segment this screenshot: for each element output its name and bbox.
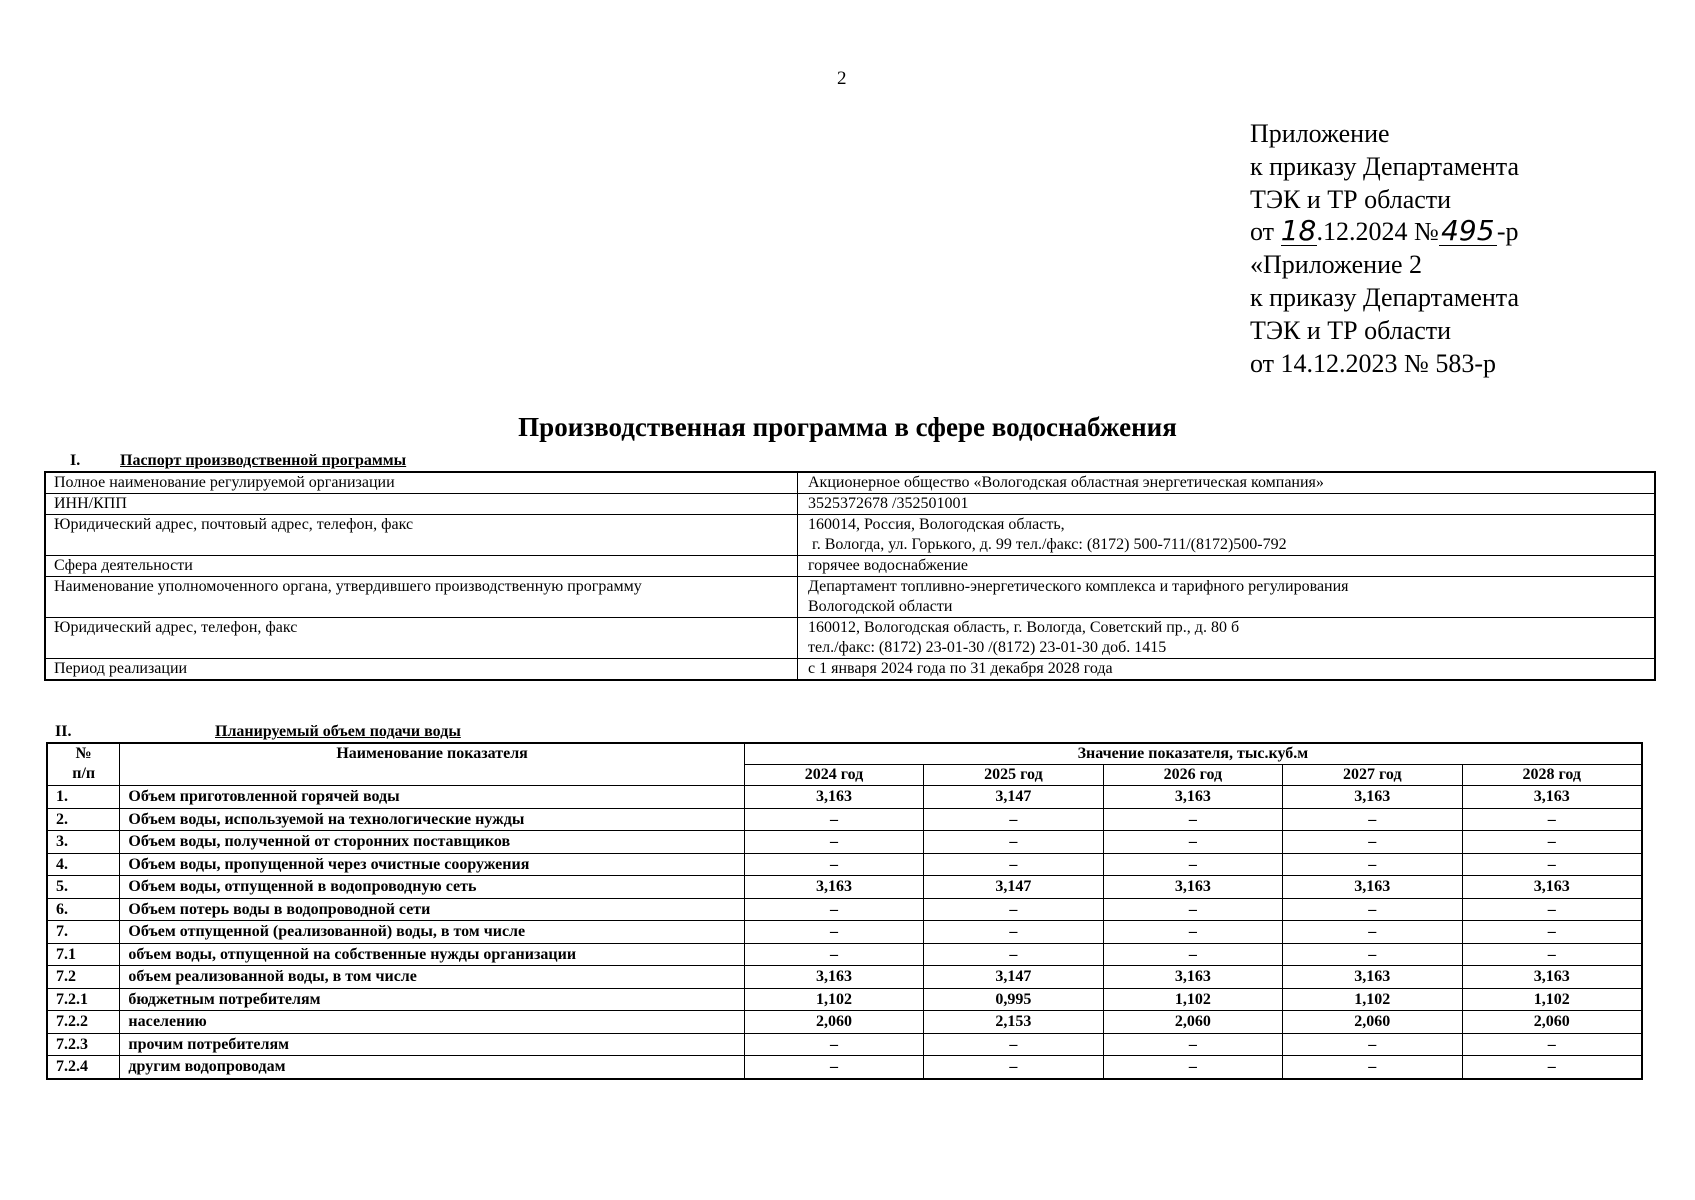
indicator-name: Объем воды, используемой на технологические нужды (120, 808, 744, 831)
table-row (47, 831, 1642, 854)
row-number: 1. (47, 786, 120, 809)
year-header: 2025 год (924, 765, 1103, 786)
table-row (47, 786, 1642, 809)
indicator-name: Объем воды, пропущенной через очистные сооружения (120, 853, 744, 876)
appendix-line: ТЭК и ТР области (1250, 184, 1452, 214)
indicator-value: – (1103, 1033, 1282, 1056)
table-row (47, 966, 1642, 989)
indicator-value: – (1283, 831, 1462, 854)
table-row (47, 921, 1642, 944)
row-number: 5. (47, 876, 120, 899)
appendix-prefix: от (1250, 217, 1275, 247)
table-row (47, 1056, 1642, 1079)
indicator-value: 3,163 (1103, 966, 1282, 989)
table-row (47, 988, 1642, 1011)
passport-value-line: Акционерное общество «Вологодская областная энергетическая компания» (808, 474, 1324, 491)
row-number: 7. (47, 921, 120, 944)
indicator-value: – (744, 1056, 923, 1079)
appendix-line: Приложение (1250, 119, 1390, 148)
indicator-name: Объем отпущенной (реализованной) воды, в том числе (120, 921, 744, 944)
table-row (47, 1033, 1642, 1056)
indicator-value: – (924, 921, 1103, 944)
passport-value (798, 618, 1656, 659)
indicator-value: – (1462, 943, 1642, 966)
passport-value-line: Вологодской области (808, 598, 953, 615)
indicator-value: – (1283, 921, 1462, 944)
passport-value-line: 3525372678 /352501001 (808, 495, 969, 512)
handwritten-day: 18 (1280, 214, 1317, 248)
indicator-value: – (1283, 943, 1462, 966)
indicator-value: 3,163 (1283, 876, 1462, 899)
indicator-value: 3,163 (1462, 876, 1642, 899)
table-row (47, 1011, 1642, 1034)
row-number: 7.2.4 (47, 1056, 120, 1079)
indicator-value: – (1283, 898, 1462, 921)
indicator-value: 3,163 (744, 876, 923, 899)
indicator-value: – (1103, 921, 1282, 944)
section1-title: Паспорт производственной программы (120, 452, 407, 469)
indicator-value: 3,147 (924, 786, 1103, 809)
indicator-value: 1,102 (744, 988, 923, 1011)
indicator-value: – (1103, 853, 1282, 876)
indicator-value: – (924, 943, 1103, 966)
indicator-value: – (924, 1056, 1103, 1079)
indicator-name: объем реализованной воды, в том числе (120, 966, 744, 989)
indicator-value: 3,163 (1103, 786, 1282, 809)
col-values-header: Значение показателя, тыс.куб.м (744, 743, 1642, 765)
table-row (47, 943, 1642, 966)
row-number: 7.1 (47, 943, 120, 966)
indicator-value: – (924, 853, 1103, 876)
indicator-name: Объем воды, отпущенной в водопроводную сеть (120, 876, 744, 899)
passport-value-line: 160014, Россия, Вологодская область, (808, 516, 1065, 533)
table-row (47, 898, 1642, 921)
passport-value (798, 556, 1656, 577)
passport-value-line: Департамент топливно-энергетического комплекса и тарифного регулирования (808, 578, 1349, 595)
row-number: 4. (47, 853, 120, 876)
indicator-value: 3,147 (924, 876, 1103, 899)
indicator-name: населению (120, 1011, 744, 1034)
appendix-order-date (1250, 216, 1519, 249)
row-number: 2. (47, 808, 120, 831)
passport-value (798, 659, 1656, 681)
indicator-name: Объем приготовленной горячей воды (120, 786, 744, 809)
water-volume-table (46, 742, 1643, 1080)
passport-row (45, 494, 1655, 515)
year-header: 2024 год (744, 765, 923, 786)
passport-value-line: горячее водоснабжение (808, 557, 968, 574)
passport-table (44, 471, 1656, 681)
indicator-value: 3,147 (924, 966, 1103, 989)
indicator-value: 0,995 (924, 988, 1103, 1011)
col-name-header: Наименование показателя (120, 743, 744, 786)
indicator-value: – (1462, 1033, 1642, 1056)
appendix-line: от 14.12.2023 № 583-р (1250, 348, 1496, 378)
indicator-value: 3,163 (1283, 786, 1462, 809)
indicator-value: 2,060 (744, 1011, 923, 1034)
passport-value-line: г. Вологда, ул. Горького, д. 99 тел./факс: (8172) 500-711/(8172)500-792 (808, 536, 1287, 553)
indicator-value: – (1462, 831, 1642, 854)
indicator-value: – (924, 808, 1103, 831)
indicator-value: 3,163 (744, 786, 923, 809)
year-header: 2027 год (1283, 765, 1462, 786)
indicator-value: – (1283, 853, 1462, 876)
passport-value-line: тел./факс: (8172) 23-01-30 /(8172) 23-01-30 доб. 1415 (808, 639, 1167, 656)
section1-number: I. (70, 452, 81, 469)
indicator-name: другим водопроводам (120, 1056, 744, 1079)
indicator-value: 1,102 (1103, 988, 1282, 1011)
passport-value-line: 160012, Вологодская область, г. Вологда, Советский пр., д. 80 б (808, 619, 1240, 636)
appendix-line: ТЭК и ТР области (1250, 315, 1452, 345)
appendix-suffix: -р (1496, 217, 1519, 247)
section2-heading (55, 723, 461, 741)
indicator-value: 1,102 (1283, 988, 1462, 1011)
passport-label: Юридический адрес, телефон, факс (45, 618, 798, 659)
indicator-value: – (744, 853, 923, 876)
section2-number: II. (55, 723, 72, 740)
indicator-value: – (744, 921, 923, 944)
indicator-value: – (1103, 808, 1282, 831)
passport-row (45, 472, 1655, 494)
indicator-value: – (1462, 808, 1642, 831)
passport-value (798, 494, 1656, 515)
passport-row (45, 515, 1655, 556)
indicator-name: объем воды, отпущенной на собственные нужды организации (120, 943, 744, 966)
row-number: 7.2 (47, 966, 120, 989)
section2-title: Планируемый объем подачи воды (215, 723, 461, 740)
appendix-block (1250, 118, 1519, 380)
indicator-value: – (1103, 831, 1282, 854)
passport-value (798, 472, 1656, 494)
indicator-name: прочим потребителям (120, 1033, 744, 1056)
appendix-line: к приказу Департамента (1250, 151, 1520, 181)
indicator-value: – (1462, 853, 1642, 876)
passport-row (45, 577, 1655, 618)
row-number: 3. (47, 831, 120, 854)
indicator-value: 2,153 (924, 1011, 1103, 1034)
table-row (47, 808, 1642, 831)
indicator-value: 3,163 (1103, 876, 1282, 899)
indicator-value: – (924, 898, 1103, 921)
row-number: 7.2.2 (47, 1011, 120, 1034)
section1-heading (70, 452, 407, 470)
passport-value (798, 577, 1656, 618)
passport-label: Юридический адрес, почтовый адрес, телефон, факс (45, 515, 798, 556)
row-number: 7.2.3 (47, 1033, 120, 1056)
indicator-value: – (1462, 921, 1642, 944)
passport-label: ИНН/КПП (45, 494, 798, 515)
indicator-value: 2,060 (1462, 1011, 1642, 1034)
indicator-value: – (1283, 1033, 1462, 1056)
passport-label: Период реализации (45, 659, 798, 681)
passport-row (45, 556, 1655, 577)
indicator-value: 1,102 (1462, 988, 1642, 1011)
indicator-value: – (744, 898, 923, 921)
indicator-value: – (1283, 808, 1462, 831)
indicator-value: – (1462, 1056, 1642, 1079)
passport-value-line: с 1 января 2024 года по 31 декабря 2028 года (808, 660, 1113, 677)
year-header: 2028 год (1462, 765, 1642, 786)
indicator-value: 3,163 (1462, 786, 1642, 809)
indicator-value: – (1103, 943, 1282, 966)
appendix-line: «Приложение 2 (1250, 250, 1423, 280)
appendix-date-mid: .12.2024 № (1316, 217, 1439, 247)
indicator-value: 2,060 (1103, 1011, 1282, 1034)
indicator-value: – (1103, 898, 1282, 921)
indicator-value: – (924, 831, 1103, 854)
indicator-value: – (1283, 1056, 1462, 1079)
row-number: 6. (47, 898, 120, 921)
passport-row (45, 659, 1655, 681)
indicator-value: 3,163 (744, 966, 923, 989)
indicator-value: – (744, 808, 923, 831)
page-number: 2 (837, 68, 847, 89)
passport-label: Наименование уполномоченного органа, утвердившего производственную программу (45, 577, 798, 618)
year-header: 2026 год (1103, 765, 1282, 786)
passport-row (45, 618, 1655, 659)
col-number-line1: № (75, 745, 92, 762)
table-row (47, 853, 1642, 876)
table-row (47, 876, 1642, 899)
indicator-value: – (1103, 1056, 1282, 1079)
indicator-name: бюджетным потребителям (120, 988, 744, 1011)
indicator-value: 3,163 (1283, 966, 1462, 989)
indicator-value: 2,060 (1283, 1011, 1462, 1034)
indicator-name: Объем воды, полученной от сторонних поставщиков (120, 831, 744, 854)
indicator-value: – (744, 1033, 923, 1056)
indicator-name: Объем потерь воды в водопроводной сети (120, 898, 744, 921)
passport-value (798, 515, 1656, 556)
passport-label: Полное наименование регулируемой организации (45, 472, 798, 494)
passport-label: Сфера деятельности (45, 556, 798, 577)
indicator-value: 3,163 (1462, 966, 1642, 989)
indicator-value: – (744, 831, 923, 854)
appendix-line: к приказу Департамента (1250, 282, 1520, 312)
col-number-header (47, 743, 120, 786)
indicator-value: – (1462, 898, 1642, 921)
indicator-value: – (744, 943, 923, 966)
document-title: Производственная программа в сфере водоснабжения (518, 412, 1177, 442)
row-number: 7.2.1 (47, 988, 120, 1011)
col-number-line2: п/п (72, 765, 96, 782)
handwritten-number: 495 (1439, 217, 1497, 246)
indicator-value: – (924, 1033, 1103, 1056)
